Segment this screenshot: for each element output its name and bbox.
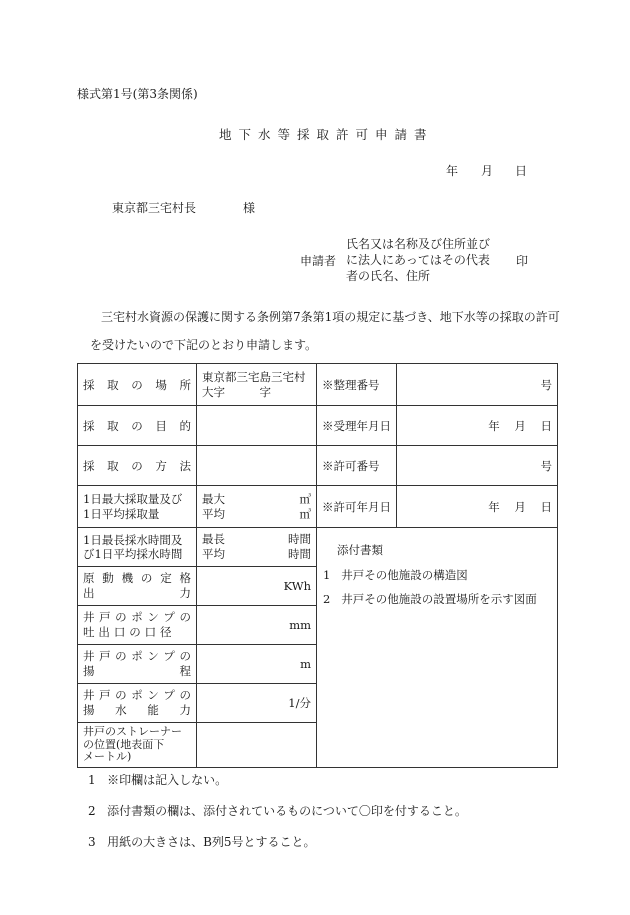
bore-unit: mm [289, 618, 311, 632]
applicant-label: 申請者 [300, 254, 337, 268]
received-day: 日 [540, 418, 552, 433]
hours-max-unit: 時間 [288, 532, 311, 547]
permit-no-label: ※許可番号 [317, 446, 397, 486]
amount-avg-unit: ㎥ [299, 506, 311, 521]
received-date-field[interactable] [397, 406, 558, 446]
applicant-desc-line: 者の氏名、住所 [346, 269, 431, 283]
applicant-description[interactable] [346, 236, 490, 284]
hours-avg-label: 平均 [202, 547, 225, 561]
strainer-field[interactable] [197, 723, 317, 768]
application-table [77, 363, 558, 768]
place-value-line: 大字 字 [202, 384, 271, 399]
capacity-field[interactable] [197, 684, 317, 723]
form-number-label: 様式第1号(第3条関係) [77, 87, 198, 101]
place-label: 採取の場所 [78, 364, 197, 406]
body-text-line-1: 三宅村水資源の保護に関する条例第7条第1項の規定に基づき、地下水等の採取の許可 [101, 310, 560, 324]
date-day[interactable]: 日 [515, 164, 528, 178]
motor-field[interactable] [197, 567, 317, 606]
amount-avg-label: 平均 [202, 506, 225, 521]
motor-label: 原動機の定格 出力 [78, 567, 197, 606]
head-label: 井戸のポンプの 揚程 [78, 645, 197, 684]
permit-day: 日 [540, 499, 552, 514]
attachments-section[interactable] [317, 528, 558, 768]
date-year[interactable]: 年 [446, 164, 459, 178]
date-month[interactable]: 月 [481, 164, 494, 178]
head-field[interactable] [197, 645, 317, 684]
hours-field[interactable] [197, 528, 317, 567]
purpose-label: 採取の目的 [78, 406, 197, 446]
purpose-field[interactable] [197, 406, 317, 446]
capacity-label: 井戸のポンプの 揚水能力 [78, 684, 197, 723]
received-date-label: ※受理年月日 [317, 406, 397, 446]
bore-label: 井戸のポンプの 吐出口の口径 [78, 606, 197, 645]
permit-year: 年 [488, 499, 500, 514]
permit-date-label: ※許可年月日 [317, 486, 397, 528]
applicant-desc-line: 氏名又は名称及び住所並び [346, 237, 491, 251]
reg-no-unit: 号 [540, 377, 552, 392]
hours-label: 1日最長採水時間及 び1日平均採水時間 [78, 528, 197, 567]
applicant-desc-line: に法人にあってはその代表 [346, 253, 490, 267]
method-field[interactable] [197, 446, 317, 486]
reg-no-field[interactable] [397, 364, 558, 406]
strainer-label: 井戸のストレーナー の位置(地表面下 メートル) [78, 723, 197, 768]
notes-list [88, 771, 467, 864]
amount-max-label: 最大 [202, 491, 225, 506]
note-item: 2 添付書類の欄は、添付されているものについて〇印を付すること。 [88, 804, 467, 818]
place-value-line: 東京都三宅島三宅村 [202, 370, 306, 385]
attachments-title: 添付書類 [337, 543, 383, 557]
bore-field[interactable] [197, 606, 317, 645]
note-item: 3 用紙の大きさは、B列5号とすること。 [88, 835, 316, 849]
body-text-line-2: を受けたいので下記のとおり申請します。 [90, 338, 318, 352]
received-year: 年 [488, 418, 500, 433]
note-item: 1 ※印欄は記入しない。 [88, 773, 228, 787]
capacity-unit: 1/分 [288, 696, 311, 710]
seal-mark: 印 [516, 254, 529, 268]
permit-month: 月 [514, 499, 526, 514]
method-label: 採取の方法 [78, 446, 197, 486]
hours-max-label: 最長 [202, 532, 225, 547]
hours-avg-unit: 時間 [288, 547, 311, 561]
reg-no-label: ※整理番号 [317, 364, 397, 406]
received-month: 月 [514, 418, 526, 433]
attachment-item[interactable]: 1 井戸その他施設の構造図 [323, 568, 468, 582]
motor-unit: KWh [283, 579, 311, 593]
addressee-suffix: 様 [243, 201, 256, 215]
permit-no-unit: 号 [540, 458, 552, 473]
page-title: 地下水等採取許可申請書 [219, 127, 434, 142]
permit-date-field[interactable] [397, 486, 558, 528]
amount-max-unit: ㎥ [299, 491, 311, 506]
place-value[interactable] [197, 364, 317, 406]
addressee-name: 東京都三宅村長 [112, 201, 197, 215]
amount-label: 1日最大採取量及び 1日平均採取量 [78, 486, 197, 528]
amount-field[interactable] [197, 486, 317, 528]
head-unit: m [300, 657, 311, 671]
permit-no-field[interactable] [397, 446, 558, 486]
attachment-item[interactable]: 2 井戸その他施設の設置場所を示す図面 [323, 592, 537, 606]
